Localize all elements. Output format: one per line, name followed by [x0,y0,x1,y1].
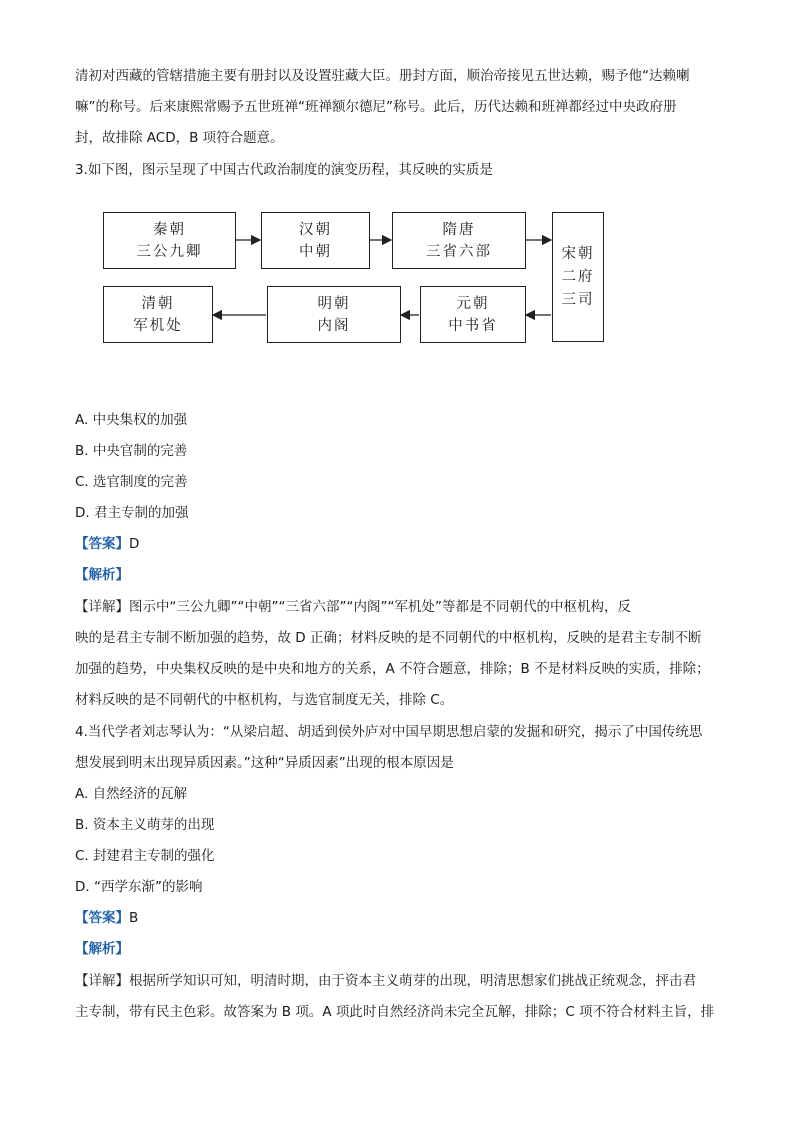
box-qin-office: 三公九卿 [136,243,203,260]
q4-analysis [75,939,129,959]
q3-answer [75,534,139,554]
box-suitang-office: 三省六部 [426,243,492,260]
q3-detail-line2: 映的是君主专制不断加强的趋势，故 D 正确；材料反映的是不同朝代的中枢机构，反映的是君主专制不断 [75,630,702,646]
q4-detail-label: 【详解】 [75,973,129,989]
q3-option-d: D. 君主专制的加强 [75,505,189,521]
q4-option-c: C. 封建君主专制的强化 [75,848,215,864]
para1-line1: 清初对西藏的管辖措施主要有册封以及设置驻藏大臣。册封方面，顺治帝接见五世达赖，赐予他“达赖喇 [75,68,690,84]
q3-option-c: C. 选官制度的完善 [75,474,188,490]
box-han [261,212,370,269]
q4-stem-line2: 想发展到明末出现异质因素。”这种“异质因素”出现的根本原因是 [75,755,454,771]
q3-answer-value: D [129,536,140,552]
q3-detail-label: 【详解】 [75,599,129,615]
q3-detail-line1 [75,597,631,617]
q4-option-b: B. 资本主义萌芽的出现 [75,817,215,833]
q4-detail-line2: 主专制，带有民主色彩。故答案为 B 项。A 项此时自然经济尚未完全瓦解，排除；C 项不符合材料主旨，排 [75,1004,715,1020]
para1-line2: 嘛”的称号。后来康熙常赐予五世班禅“班禅额尔德尼”称号。此后，历代达赖和班禅都经过中央政府册 [75,99,677,115]
box-qing-dynasty: 清朝 [141,295,175,312]
q3-detail-text1: 图示中“三公九卿”“中朝”“三省六部”“内阁”“军机处”等都是不同朝代的中枢机构，反 [129,599,631,615]
q4-analysis-label: 【解析】 [75,941,129,957]
q3-answer-label: 【答案】 [75,536,129,552]
box-suitang [392,212,526,269]
q3-analysis-label: 【解析】 [75,567,129,583]
q3-stem: 3.如下图，图示呈现了中国古代政治制度的演变历程，其反映的实质是 [75,162,493,178]
box-song-office2: 三司 [561,291,595,308]
box-ming-office: 内阁 [317,317,351,334]
q3-detail-line3: 加强的趋势，中央集权反映的是中央和地方的关系，A 不符合题意，排除；B 不是材料反映的实质，排除； [75,661,710,677]
para1-line3: 封，故排除 ACD，B 项符合题意。 [75,130,284,146]
q4-stem-line1: 4.当代学者刘志琴认为：“从梁启超、胡适到侯外庐对中国早期思想启蒙的发掘和研究，揭示了中国传统思 [75,724,703,740]
q3-option-a: A. 中央集权的加强 [75,412,188,428]
q4-detail-text1: 根据所学知识可知，明清时期，由于资本主义萌芽的出现，明清思想家们挑战正统观念，抨击君 [129,973,696,989]
q4-answer-label: 【答案】 [75,910,129,926]
box-yuan [420,286,526,343]
box-ming [267,286,401,343]
q3-option-b: B. 中央官制的完善 [75,443,188,459]
box-qin [103,212,236,269]
q4-detail-line1 [75,971,696,991]
q4-option-d: D. “西学东渐”的影响 [75,879,203,895]
q4-option-a: A. 自然经济的瓦解 [75,786,188,802]
box-qing [103,286,213,343]
box-yuan-dynasty: 元朝 [456,295,490,312]
box-han-dynasty: 汉朝 [299,221,332,238]
box-qin-dynasty: 秦朝 [153,221,186,238]
box-yuan-office: 中书省 [448,317,498,334]
box-song [552,212,604,342]
box-suitang-dynasty: 隋唐 [442,221,476,238]
q4-answer-value: B [129,910,139,926]
box-song-office: 二府 [561,268,595,285]
box-han-office: 中朝 [299,243,332,260]
box-ming-dynasty: 明朝 [317,295,351,312]
box-song-dynasty: 宋朝 [561,245,595,262]
q3-analysis [75,565,129,585]
q3-detail-line4: 材料反映的是不同朝代的中枢机构，与选官制度无关，排除 C。 [75,692,454,708]
box-qing-office: 军机处 [133,317,183,334]
q4-answer [75,908,138,928]
